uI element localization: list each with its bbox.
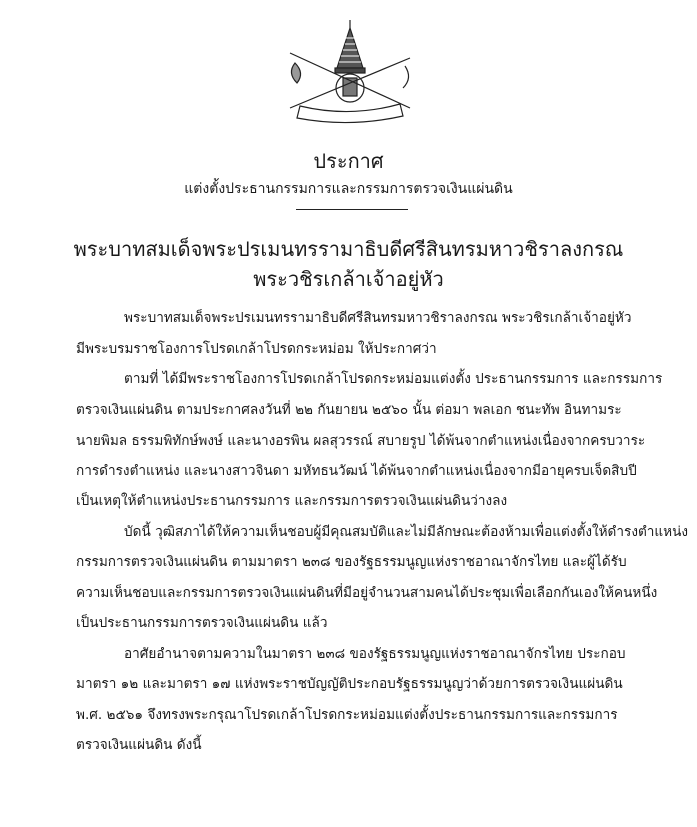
body-line: บัดนี้ วุฒิสภาได้ให้ความเห็นชอบผู้มีคุณสมบัติและไม่มีลักษณะต้องห้ามเพื่อแต่งตั้งให้ดำรงตำแหน่ง xyxy=(124,524,689,540)
royal-emblem-icon xyxy=(275,8,425,126)
body-line: อาศัยอำนาจตามความในมาตรา ๒๓๘ ของรัฐธรรมนูญแห่งราชอาณาจักรไทย ประกอบ xyxy=(124,646,626,662)
body-line: พระบาทสมเด็จพระปรเมนทรรามาธิบดีศรีสินทรมหาวชิราลงกรณ พระวชิรเกล้าเจ้าอยู่หัว xyxy=(124,310,632,326)
body-line: ตรวจเงินแผ่นดิน ตามประกาศลงวันที่ ๒๒ กันยายน ๒๕๖๐ นั้น ต่อมา พลเอก ชนะทัพ อินทามระ xyxy=(76,402,622,418)
body-line: นายพิมล ธรรมพิทักษ์พงษ์ และนางอรพิน ผลสุวรรณ์ สบายรูป ได้พ้นจากตำแหน่งเนื่องจากครบวาระ xyxy=(76,433,646,449)
document-title: ประกาศ xyxy=(313,149,384,173)
body-line: ความเห็นชอบและกรรมการตรวจเงินแผ่นดินที่มีอยู่จำนวนสามคนได้ประชุมเพื่อเลือกกันเองให้คนหนึ่ง xyxy=(76,585,658,601)
body-line: พ.ศ. ๒๕๖๑ จึงทรงพระกรุณาโปรดเกล้าโปรดกระหม่อมแต่งตั้งประธานกรรมการและกรรมการ xyxy=(76,707,618,723)
divider xyxy=(296,209,408,210)
king-name-line2: พระวชิรเกล้าเจ้าอยู่หัว xyxy=(253,267,444,291)
body-line: กรรมการตรวจเงินแผ่นดิน ตามมาตรา ๒๓๘ ของรัฐธรรมนูญแห่งราชอาณาจักรไทย และผู้ได้รับ xyxy=(76,554,627,570)
body-line: มีพระบรมราชโองการโปรดเกล้าโปรดกระหม่อม ให้ประกาศว่า xyxy=(76,341,437,357)
king-name-line1: พระบาทสมเด็จพระปรเมนทรรามาธิบดีศรีสินทรมหาวชิราลงกรณ xyxy=(73,237,624,261)
body-line: ตรวจเงินแผ่นดิน ดังนี้ xyxy=(76,737,202,753)
body-line: เป็นเหตุให้ตำแหน่งประธานกรรมการ และกรรมการตรวจเงินแผ่นดินว่างลง xyxy=(76,493,508,509)
body-line: มาตรา ๑๒ และมาตรา ๑๗ แห่งพระราชบัญญัติประกอบรัฐธรรมนูญว่าด้วยการตรวจเงินแผ่นดิน xyxy=(76,676,623,692)
body-line: การดำรงตำแหน่ง และนางสาวจินดา มหัทธนวัฒน์ ได้พ้นจากตำแหน่งเนื่องจากมีอายุครบเจ็ดสิบปี xyxy=(76,463,637,479)
document-subtitle: แต่งตั้งประธานกรรมการและกรรมการตรวจเงินแผ่นดิน xyxy=(184,181,513,197)
body-line: เป็นประธานกรรมการตรวจเงินแผ่นดิน แล้ว xyxy=(76,615,328,631)
body-line: ตามที่ ได้มีพระราชโองการโปรดเกล้าโปรดกระหม่อมแต่งตั้ง ประธานกรรมการ และกรรมการ xyxy=(124,371,663,387)
